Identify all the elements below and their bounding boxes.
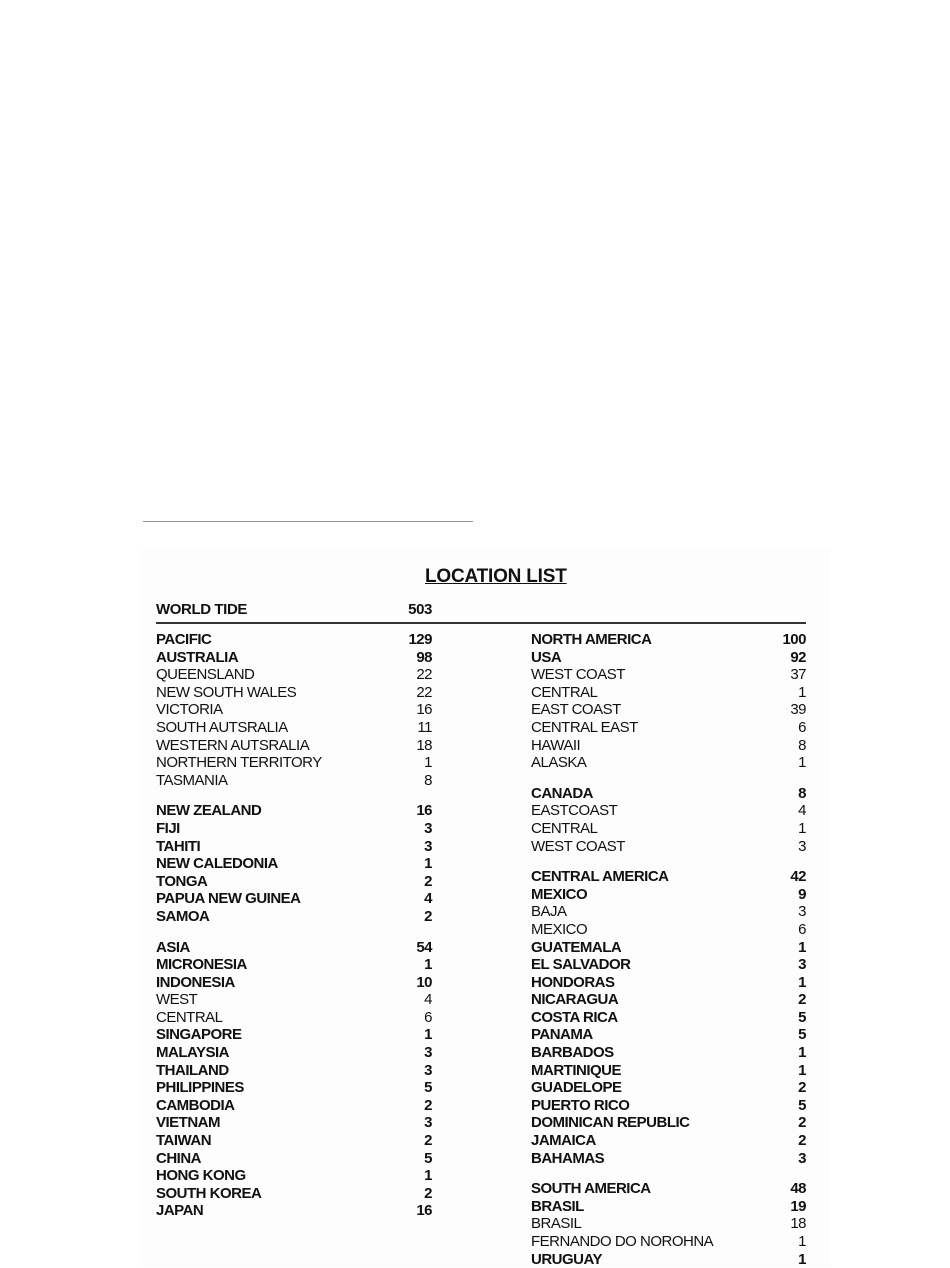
location-name: QUEENSLAND xyxy=(156,666,255,684)
location-count: 100 xyxy=(782,631,806,648)
location-count: 1 xyxy=(424,1167,432,1185)
location-count: 48 xyxy=(790,1180,806,1198)
location-name: HONDORAS xyxy=(531,973,615,991)
location-row xyxy=(531,838,806,856)
location-row xyxy=(156,855,432,873)
location-row xyxy=(156,838,432,856)
location-count: 3 xyxy=(424,1044,432,1062)
location-row xyxy=(156,772,432,790)
location-row xyxy=(156,820,432,838)
location-name: BAJA xyxy=(531,903,567,921)
location-row xyxy=(531,939,806,957)
location-name: THAILAND xyxy=(156,1061,229,1079)
location-count: 2 xyxy=(798,1079,806,1097)
location-count: 10 xyxy=(416,973,432,991)
location-name: JAPAN xyxy=(156,1202,204,1220)
location-name: ASIA xyxy=(156,938,190,956)
location-count: 54 xyxy=(416,938,432,956)
location-name: SOUTH AMERICA xyxy=(531,1180,651,1198)
location-name: DOMINICAN REPUBLIC xyxy=(531,1114,690,1132)
location-name: FERNANDO DO NOROHNA xyxy=(531,1233,714,1250)
location-name: COSTA RICA xyxy=(531,1008,618,1026)
location-count: 18 xyxy=(790,1215,806,1233)
location-count: 22 xyxy=(416,683,432,701)
location-row xyxy=(531,868,806,886)
location-count: 6 xyxy=(424,1008,432,1026)
location-name: WEST COAST xyxy=(531,837,625,855)
location-count: 22 xyxy=(416,666,432,684)
location-row xyxy=(531,1026,806,1044)
location-row xyxy=(156,666,432,684)
location-row xyxy=(156,956,432,974)
location-count: 2 xyxy=(424,907,432,925)
location-row xyxy=(531,631,806,649)
location-count: 39 xyxy=(790,701,806,719)
location-count: 3 xyxy=(424,1114,432,1132)
location-name: EAST COAST xyxy=(531,701,621,719)
location-count: 37 xyxy=(790,666,806,684)
location-count: 129 xyxy=(408,631,432,648)
location-row xyxy=(531,649,806,667)
location-row xyxy=(156,719,432,737)
location-row xyxy=(531,1079,806,1097)
location-row xyxy=(156,1114,432,1132)
location-row xyxy=(531,921,806,939)
location-row xyxy=(156,1062,432,1080)
location-row xyxy=(531,802,806,820)
location-count: 18 xyxy=(416,736,432,754)
location-row xyxy=(156,1185,432,1203)
location-row xyxy=(156,1167,432,1185)
location-name: BRASIL xyxy=(531,1197,584,1215)
location-row xyxy=(156,974,432,992)
location-name: GUATEMALA xyxy=(531,938,622,956)
location-name: AUSTRALIA xyxy=(156,648,239,666)
location-count: 1 xyxy=(798,1233,806,1250)
location-count: 5 xyxy=(798,1008,806,1026)
location-row xyxy=(531,974,806,992)
location-name: PUERTO RICO xyxy=(531,1096,630,1114)
location-name: CHINA xyxy=(156,1149,201,1167)
location-count: 9 xyxy=(798,885,806,903)
location-count: 16 xyxy=(416,802,432,820)
location-name: NORTH AMERICA xyxy=(531,631,652,648)
location-row xyxy=(531,1180,806,1198)
location-name: WEST xyxy=(156,991,198,1009)
location-count: 2 xyxy=(798,1114,806,1132)
location-row xyxy=(156,873,432,891)
location-name: PHILIPPINES xyxy=(156,1079,244,1097)
location-count: 5 xyxy=(424,1079,432,1097)
location-count: 1 xyxy=(798,1250,806,1268)
location-row xyxy=(531,1150,806,1168)
location-name: CENTRAL xyxy=(531,683,598,701)
location-row xyxy=(156,1150,432,1168)
location-row xyxy=(156,1097,432,1115)
location-name: CENTRAL xyxy=(531,819,598,837)
location-row xyxy=(156,701,432,719)
location-name: CAMBODIA xyxy=(156,1096,235,1114)
location-row xyxy=(531,1198,806,1216)
location-name: TAIWAN xyxy=(156,1132,212,1150)
location-name: SOUTH AUTSRALIA xyxy=(156,718,288,736)
location-name: MARTINIQUE xyxy=(531,1061,621,1079)
location-row xyxy=(156,939,432,957)
location-name: BAHAMAS xyxy=(531,1149,605,1167)
location-count: 4 xyxy=(424,890,432,908)
location-name: CENTRAL AMERICA xyxy=(531,868,669,886)
location-name: ALASKA xyxy=(531,754,587,772)
location-name: PAPUA NEW GUINEA xyxy=(156,890,301,908)
location-count: 2 xyxy=(424,1096,432,1114)
location-count: 4 xyxy=(424,991,432,1009)
location-count: 5 xyxy=(424,1149,432,1167)
location-name: WESTERN AUTSRALIA xyxy=(156,736,310,754)
left-location-column xyxy=(156,631,432,1220)
location-row xyxy=(531,991,806,1009)
location-count: 3 xyxy=(798,1149,806,1167)
location-name: MALAYSIA xyxy=(156,1044,229,1062)
location-count: 42 xyxy=(790,868,806,886)
location-row xyxy=(156,1009,432,1027)
location-row xyxy=(156,802,432,820)
world-tide-row xyxy=(156,601,432,618)
location-row xyxy=(531,701,806,719)
location-count: 98 xyxy=(416,648,432,666)
location-row xyxy=(531,820,806,838)
location-count: 5 xyxy=(798,1026,806,1044)
location-name: MICRONESIA xyxy=(156,956,247,974)
location-name: NEW SOUTH WALES xyxy=(156,683,297,701)
location-name: JAMAICA xyxy=(531,1132,596,1150)
location-name: TAHITI xyxy=(156,837,201,855)
location-row xyxy=(531,1097,806,1115)
location-count: 8 xyxy=(798,784,806,802)
location-row xyxy=(156,890,432,908)
location-count: 1 xyxy=(424,754,432,772)
location-row xyxy=(531,1233,806,1251)
location-row xyxy=(156,991,432,1009)
location-name: EL SALVADOR xyxy=(531,956,631,974)
world-tide-label: WORLD TIDE xyxy=(156,601,247,618)
location-name: CENTRAL xyxy=(156,1008,223,1026)
location-row xyxy=(531,1132,806,1150)
location-name: HAWAII xyxy=(531,736,581,754)
location-count: 1 xyxy=(798,819,806,837)
location-name: INDONESIA xyxy=(156,973,235,991)
location-row xyxy=(156,1202,432,1220)
location-row xyxy=(156,1044,432,1062)
location-name: NORTHERN TERRITORY xyxy=(156,754,322,772)
location-name: NICARAGUA xyxy=(531,991,619,1009)
location-count: 2 xyxy=(798,991,806,1009)
location-name: USA xyxy=(531,648,562,666)
location-count: 92 xyxy=(790,648,806,666)
location-count: 19 xyxy=(790,1197,806,1215)
location-name: VIETNAM xyxy=(156,1114,220,1132)
location-name: SOUTH KOREA xyxy=(156,1184,262,1202)
location-row xyxy=(531,1215,806,1233)
location-count: 1 xyxy=(798,973,806,991)
location-count: 1 xyxy=(798,1061,806,1079)
right-location-column xyxy=(531,631,806,1268)
location-count: 8 xyxy=(424,771,432,789)
location-name: PANAMA xyxy=(531,1026,593,1044)
location-name: SAMOA xyxy=(156,907,210,925)
location-count: 1 xyxy=(424,1026,432,1044)
location-name: SINGAPORE xyxy=(156,1026,242,1044)
location-row xyxy=(531,666,806,684)
location-name: BRASIL xyxy=(531,1215,582,1233)
location-count: 3 xyxy=(424,1061,432,1079)
location-count: 3 xyxy=(798,903,806,921)
location-count: 1 xyxy=(424,855,432,873)
location-count: 1 xyxy=(798,1044,806,1062)
location-row xyxy=(156,908,432,926)
world-tide-value: 503 xyxy=(408,601,432,618)
location-count: 1 xyxy=(424,956,432,974)
page-title: LOCATION LIST xyxy=(425,566,567,587)
location-count: 8 xyxy=(798,736,806,754)
location-row xyxy=(531,903,806,921)
location-row xyxy=(531,886,806,904)
location-row xyxy=(156,631,432,649)
location-count: 3 xyxy=(798,956,806,974)
header-divider xyxy=(156,622,806,624)
location-count: 16 xyxy=(416,701,432,719)
location-row xyxy=(531,684,806,702)
location-row xyxy=(531,1044,806,1062)
location-name: BARBADOS xyxy=(531,1044,614,1062)
location-name: FIJI xyxy=(156,819,180,837)
location-count: 4 xyxy=(798,802,806,820)
location-count: 1 xyxy=(798,938,806,956)
location-row xyxy=(156,1079,432,1097)
location-name: EASTCOAST xyxy=(531,802,618,820)
location-name: MEXICO xyxy=(531,885,588,903)
location-row xyxy=(531,1251,806,1268)
location-name: PACIFIC xyxy=(156,631,212,648)
location-row xyxy=(156,1026,432,1044)
location-count: 3 xyxy=(424,819,432,837)
location-count: 3 xyxy=(798,837,806,855)
location-row xyxy=(531,1114,806,1132)
location-name: CENTRAL EAST xyxy=(531,718,638,736)
location-count: 2 xyxy=(424,872,432,890)
location-name: NEW ZEALAND xyxy=(156,802,262,820)
location-count: 5 xyxy=(798,1096,806,1114)
location-row xyxy=(156,754,432,772)
location-count: 1 xyxy=(798,754,806,772)
location-row xyxy=(531,719,806,737)
location-row xyxy=(531,1062,806,1080)
location-row xyxy=(531,956,806,974)
location-count: 2 xyxy=(798,1132,806,1150)
location-count: 11 xyxy=(417,718,432,736)
location-count: 16 xyxy=(416,1202,432,1220)
location-name: GUADELOPE xyxy=(531,1079,622,1097)
location-row xyxy=(531,785,806,803)
location-row xyxy=(156,737,432,755)
location-name: NEW CALEDONIA xyxy=(156,855,278,873)
location-count: 3 xyxy=(424,837,432,855)
location-name: HONG KONG xyxy=(156,1167,246,1185)
link-underline[interactable] xyxy=(143,521,473,522)
location-count: 2 xyxy=(424,1132,432,1150)
location-name: TONGA xyxy=(156,872,208,890)
location-row xyxy=(531,1009,806,1027)
location-name: WEST COAST xyxy=(531,666,625,684)
location-row xyxy=(156,1132,432,1150)
location-row xyxy=(156,649,432,667)
location-count: 1 xyxy=(798,683,806,701)
location-count: 6 xyxy=(798,920,806,938)
location-count: 6 xyxy=(798,718,806,736)
location-name: VICTORIA xyxy=(156,701,223,719)
location-row xyxy=(531,737,806,755)
location-name: URUGUAY xyxy=(531,1250,602,1268)
location-row xyxy=(156,684,432,702)
location-name: TASMANIA xyxy=(156,771,228,789)
location-name: CANADA xyxy=(531,784,593,802)
location-name: MEXICO xyxy=(531,920,588,938)
location-row xyxy=(531,754,806,772)
location-count: 2 xyxy=(424,1184,432,1202)
